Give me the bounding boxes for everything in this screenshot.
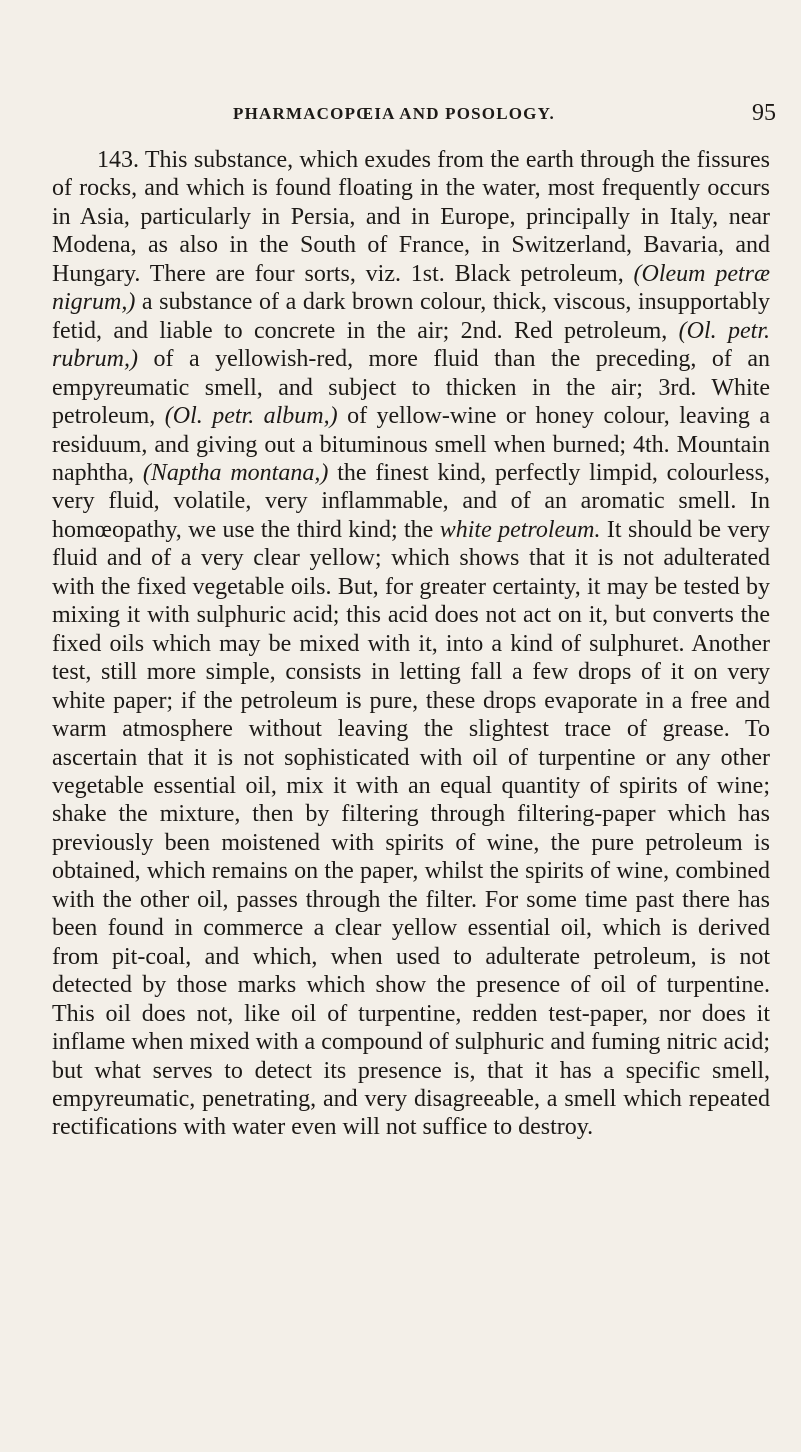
paragraph-text: of a yellowish-red, more fluid than the preceding, of an empyreumatic smell, and subject to thicken in the air; 3rd. White petroleum, bbox=[52, 346, 770, 430]
running-title: PHARMACOPŒIA AND POSOLOGY. bbox=[233, 104, 555, 123]
paragraph-text: 143. This substance, which exudes from the earth through the fissures of rocks, and which is found floating in the water, most frequently occurs in Asia, particularly in Persia, and in Europe, principally in Italy, near Modena, as also in the South of France, in Switzerland, Bavaria, and Hungary. There are four sorts, viz. 1st. Black petroleum, bbox=[52, 147, 770, 287]
emphasis-white-petroleum: white petroleum. bbox=[439, 516, 601, 543]
latin-term-oleum-petrae-nigrum: (Oleum petræ nigrum,) bbox=[52, 260, 770, 316]
paragraph-text: of yellow-wine or honey colour, leaving a residuum, and giving out a bituminous smell when burned; 4th. Mountain naphtha, bbox=[52, 403, 770, 486]
latin-term-naptha-montana: (Naptha montana,) bbox=[142, 459, 329, 486]
paragraph-text: the finest kind, perfectly limpid, colourless, very fluid, volatile, very inflammable, and of an aromatic smell. In homœopathy, we use the third kind; the bbox=[52, 459, 770, 543]
latin-term-ol-petr-album: (Ol. petr. album,) bbox=[164, 403, 338, 430]
page-number: 95 bbox=[752, 100, 776, 126]
running-head bbox=[0, 102, 801, 132]
paragraph-143 bbox=[52, 146, 770, 1142]
latin-term-ol-petr-rubrum: (Ol. petr. rubrum,) bbox=[52, 317, 770, 373]
paragraph-text: a substance of a dark brown colour, thick, viscous, insupportably fetid, and liable to concrete in the air; 2nd. Red petroleum, bbox=[52, 289, 770, 344]
paragraph-text: It should be very fluid and of a very clear yellow; which shows that it is not adulterated with the fixed vegetable oils. But, for greater certainty, it may be tested by mixing it with sulphuric acid; this acid does not act on it, but converts the fixed oils which may be mixed with it, into a kind of sulphuret. Another test, still more simple, consists in letting fall a few drops of it on very white paper; if the petroleum is pure, these drops evaporate in a free and warm atmosphere without leaving the slightest trace of grease. To ascertain that it is not sophisticated with oil of turpentine or any other vegetable essential oil, mix it with an equal quantity of spirits of wine; shake the mixture, then by filtering through filtering-paper which has previously been moistened with spirits of wine, the pure petroleum is obtained, which remains on the paper, whilst the spirits of wine, combined with the other oil, passes through the filter. For some time past there has been found in commerce a clear yellow essential oil, which is derived from pit-coal, and which, when used to adulterate petroleum, is not detected by those marks which show the presence of oil of turpentine. This oil does not, like oil of turpentine, redden test-paper, nor does it inflame when mixed with a compound of sulphuric and fuming nitric acid; but what serves to detect its presence is, that it has a specific smell, empyreumatic, penetrating, and very disagreeable, a smell which repeated rectifications with water even will not suffice to destroy. bbox=[52, 516, 771, 1141]
